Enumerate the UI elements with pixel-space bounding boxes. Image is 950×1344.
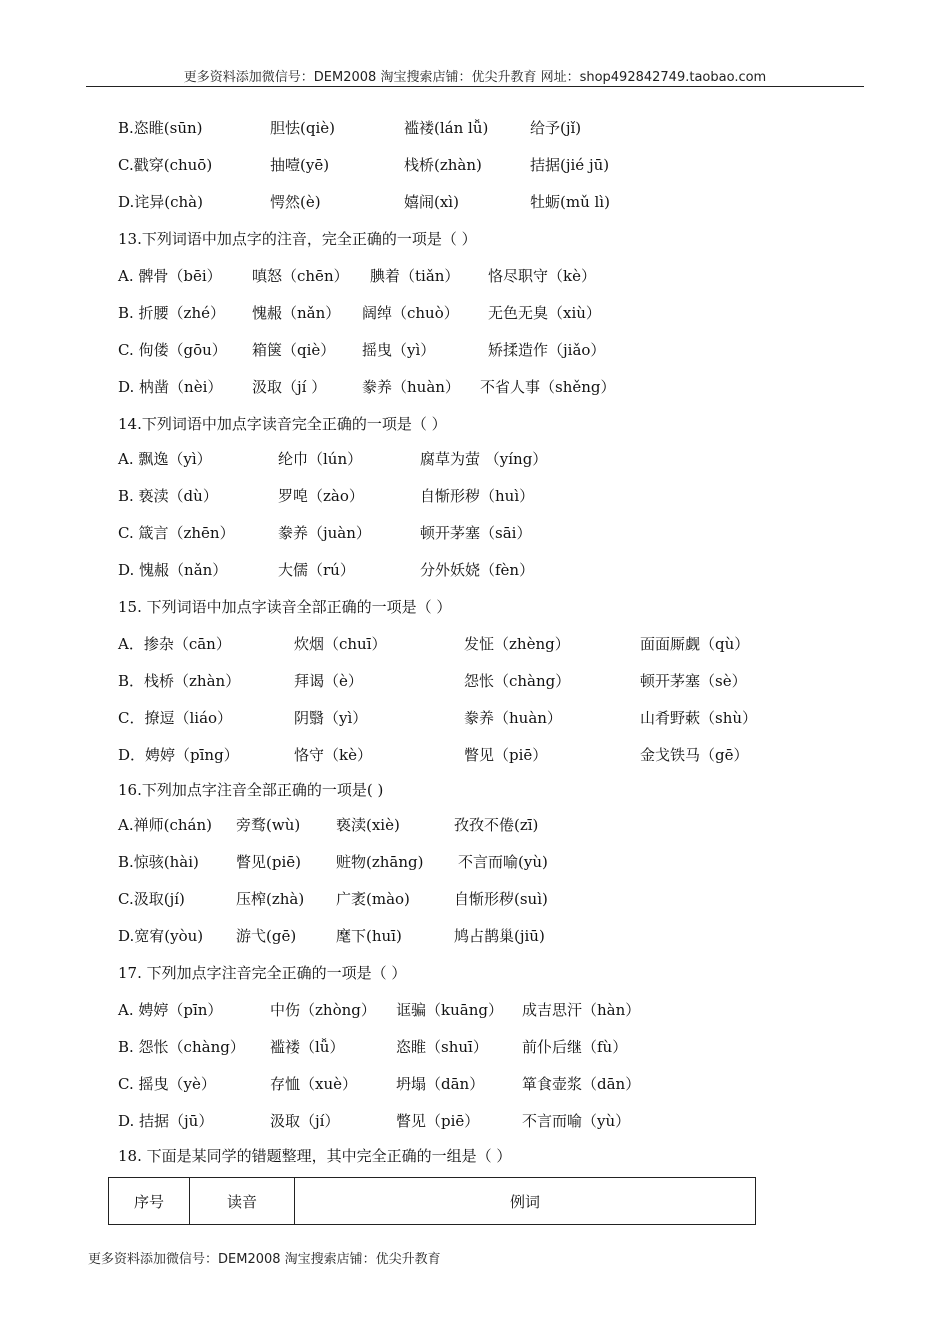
q14-stem: 14.下列词语中加点字读音完全正确的一项是（ ） [118,415,447,433]
option-item: 愕然(è) [270,193,321,211]
option-item: 豢养（huàn） [464,709,562,727]
table-header-row [109,1178,756,1225]
option-item: 嗔怒（chēn） [252,267,349,285]
option-item: D. 拮据（jū） [118,1112,214,1130]
option-item: 赃物(zhāng) [336,853,424,871]
option-item: 炊烟（chuī） [294,635,387,653]
option-item: 牡蛎(mǔ lì) [530,193,610,211]
option-item: 抽噎(yē) [270,156,330,174]
option-item: 豢养（juàn） [278,524,371,542]
option-item: 顿开茅塞（sè） [640,672,747,690]
option-item: D. 愧赧（nǎn） [118,561,228,579]
option-item: A．掺杂（cān） [118,635,231,653]
option-item: 广袤(mào) [336,890,410,908]
option-item: 拮据(jié jū) [530,156,610,174]
option-item: 褴褛（lǚ） [270,1038,345,1056]
option-item: 无色无臭（xiù） [488,304,601,322]
option-item: C. 佝偻（gōu） [118,341,227,359]
option-item: D. 枘凿（nèi） [118,378,223,396]
option-item: 前仆后继（fù） [522,1038,628,1056]
option-item: 不言而喻（yù） [522,1112,631,1130]
option-item: B. 亵渎（dù） [118,487,218,505]
option-item: 纶巾（lún） [278,450,363,468]
option-item: 中伤（zhòng） [270,1001,376,1019]
option-item: 不省人事（shěng） [480,378,616,396]
option-item: 金戈铁马（gē） [640,746,749,764]
option-item: 亵渎(xiè) [336,816,400,834]
option-item: 拜谒（è） [294,672,363,690]
option-item: 顿开茅塞（sāi） [420,524,532,542]
option-item: 恪尽职守（kè） [488,267,596,285]
option-item: 矫揉造作（jiǎo） [488,341,606,359]
option-item: A. 髀骨（bēi） [118,267,222,285]
error-table [108,1177,756,1225]
option-item: 面面厮觑（qù） [640,635,750,653]
option-item: 怨怅（chàng） [464,672,571,690]
option-item: 瞥见（piē） [396,1112,480,1130]
page-header: 更多资料添加微信号：DEM2008 淘宝搜索店铺：优尖升教育 网址：shop492842749.taobao.com [183,70,767,85]
option-item: 存恤（xuè） [270,1075,357,1093]
option-item: 嬉闹(xì) [404,193,459,211]
option-item: 游弋(gē) [236,927,297,945]
option-item: 旁骛(wù) [236,816,301,834]
option-item: B. 怨怅（chàng） [118,1038,245,1056]
option-item: 罗唣（zào） [278,487,364,505]
option-item: 阔绰（chuò） [362,304,459,322]
option-item: 汲取（jí ） [252,378,327,396]
option-item: C．撩逗（liáo） [118,709,233,727]
option-item: B．栈桥（zhàn） [118,672,241,690]
option-item: 瞥见（piē） [464,746,548,764]
option-item: 大儒（rú） [278,561,355,579]
option-item: A.禅师(chán) [118,816,212,834]
option-item: 成吉思汗（hàn） [522,1001,641,1019]
option-item: 汲取（jí） [270,1112,340,1130]
table-header-index: 序号 [109,1178,190,1225]
option-item: 瞥见(piē) [236,853,301,871]
option-item: C. 摇曳（yè） [118,1075,216,1093]
option-item: D．娉婷（pīng） [118,746,239,764]
table-header-example: 例词 [295,1178,756,1225]
option-item: 豢养（huàn） [362,378,460,396]
q15-stem: 15. 下列词语中加点字读音全部正确的一项是（ ） [118,598,452,616]
q13-stem: 13.下列词语中加点字的注音，完全正确的一项是（ ） [118,230,477,248]
option-item: 压榨(zhà) [236,890,305,908]
option-item: A. 飘逸（yì） [118,450,212,468]
option-item: 山肴野蔌（shù） [640,709,758,727]
option-item: B.惊骇(hài) [118,853,199,871]
option-item: 箪食壶浆（dān） [522,1075,641,1093]
option-item: 腐草为萤 （yíng） [420,450,548,468]
page-footer: 更多资料添加微信号：DEM2008 淘宝搜索店铺：优尖升教育 [88,1252,441,1267]
option-item: 诓骗（kuāng） [396,1001,503,1019]
option-item: B.恣睢(sūn) [118,119,203,137]
option-item: 孜孜不倦(zī) [454,816,539,834]
option-item: 褴褛(lán lǚ) [404,119,489,137]
option-item: 自惭形秽(suì) [454,890,548,908]
q17-stem: 17. 下列加点字注音完全正确的一项是（ ） [118,964,407,982]
option-item: C.汲取(jí) [118,890,185,908]
option-item: 腆着（tiǎn） [370,267,460,285]
option-item: 自惭形秽（huì） [420,487,535,505]
option-item: 鸠占鹊巢(jiū) [454,927,545,945]
option-item: 恣睢（shuī） [396,1038,488,1056]
option-item: 愧赧（nǎn） [252,304,341,322]
option-item: 麾下(huī) [336,927,402,945]
option-item: 阴翳（yì） [294,709,368,727]
option-item: C. 箴言（zhēn） [118,524,235,542]
option-item: 箱箧（qiè） [252,341,336,359]
option-item: 给予(jǐ) [530,119,582,137]
q18-stem: 18. 下面是某同学的错题整理，其中完全正确的一组是（ ） [118,1147,512,1165]
option-item: D.宽宥(yòu) [118,927,204,945]
option-item: 坍塌（dān） [396,1075,485,1093]
option-item: 恪守（kè） [294,746,372,764]
option-item: C.戳穿(chuō) [118,156,213,174]
option-item: 胆怯(qiè) [270,119,335,137]
table-header-reading: 读音 [190,1178,295,1225]
option-item: 栈桥(zhàn) [404,156,482,174]
option-item: A. 娉婷（pīn） [118,1001,223,1019]
option-item: 分外妖娆（fèn） [420,561,535,579]
option-item: 不言而喻(yù) [458,853,548,871]
header-divider [86,86,864,87]
option-item: B. 折腰（zhé） [118,304,225,322]
option-item: 摇曳（yì） [362,341,436,359]
option-item: D.诧异(chà) [118,193,203,211]
q16-stem: 16.下列加点字注音全部正确的一项是( ) [118,781,384,799]
option-item: 发怔（zhèng） [464,635,570,653]
